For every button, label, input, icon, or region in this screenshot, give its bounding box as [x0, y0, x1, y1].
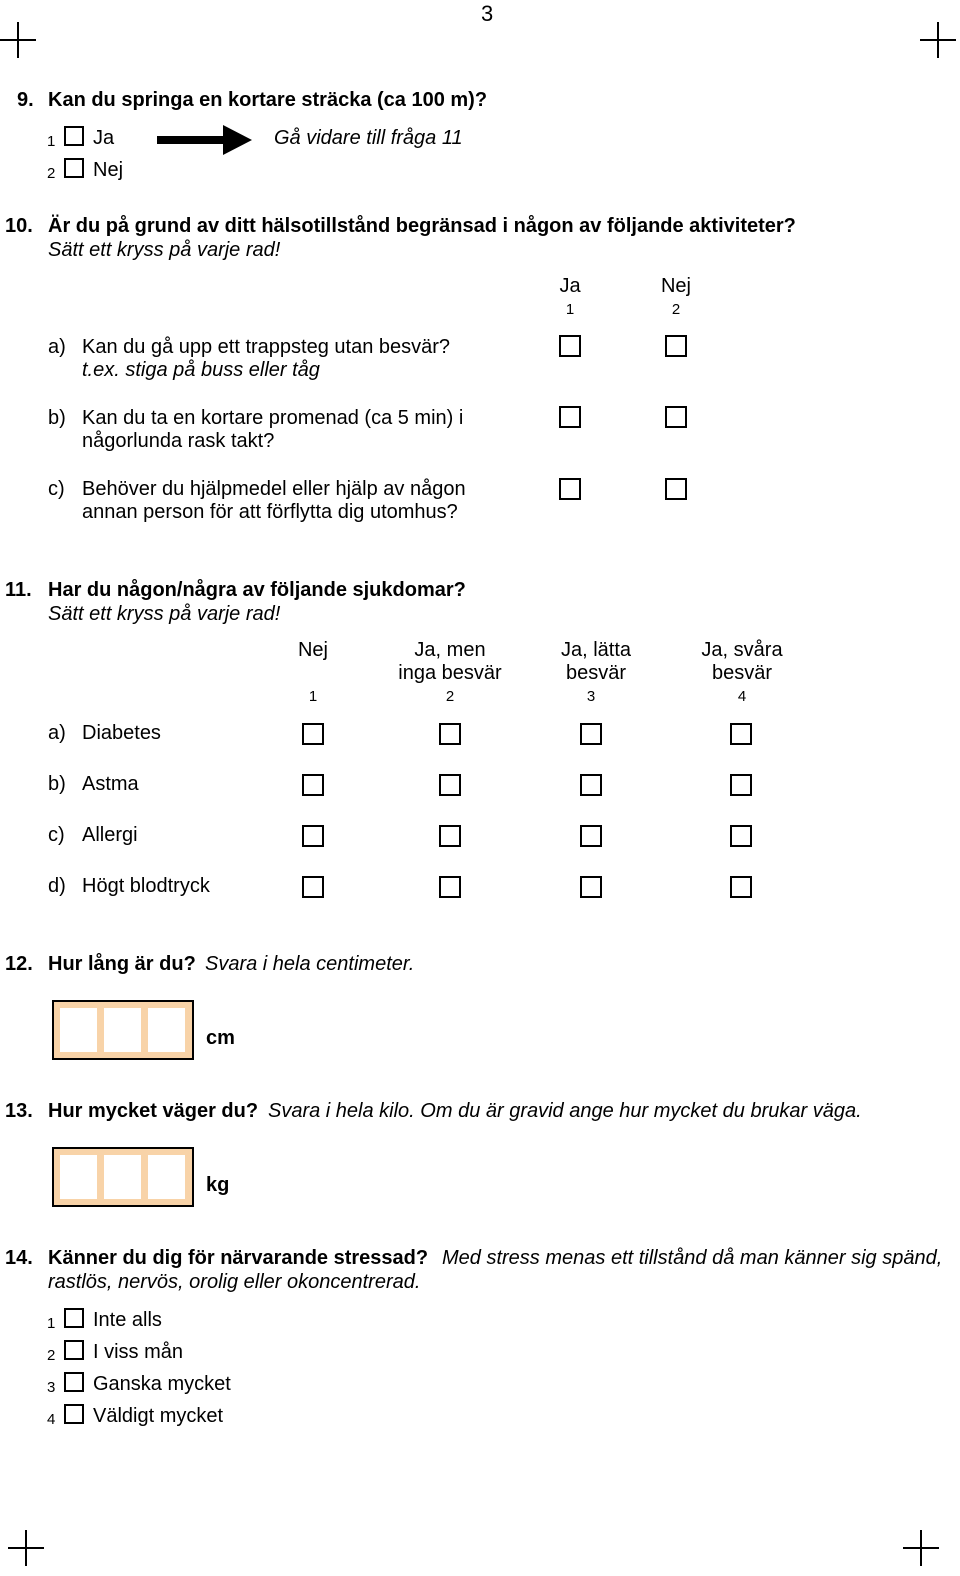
checkbox-diabetes-4[interactable] — [730, 723, 752, 745]
column-header: Nej — [297, 639, 328, 661]
column-header-line2: besvär — [565, 662, 627, 684]
question-number: 10. — [5, 215, 33, 237]
column-header-line2: besvär — [711, 662, 773, 684]
unit-label: cm — [206, 1027, 235, 1049]
question-text: Har du någon/några av följande sjukdomar? — [48, 579, 466, 601]
row-letter: a) — [48, 722, 66, 744]
unit-label: kg — [206, 1174, 230, 1196]
option-label: Ganska mycket — [93, 1373, 231, 1395]
registration-mark-top-right — [920, 22, 956, 58]
column-header: Ja, svåra — [701, 639, 783, 661]
checkbox-allergi-2[interactable] — [439, 825, 461, 847]
checkbox-i-viss-man[interactable] — [64, 1340, 84, 1360]
option-label: Ja — [93, 127, 115, 149]
question-text: Känner du dig för närvarande stressad? — [48, 1247, 429, 1269]
column-code: 1 — [565, 301, 575, 318]
checkbox-ganska-mycket[interactable] — [64, 1372, 84, 1392]
registration-mark-bottom-left — [8, 1530, 44, 1566]
checkbox-diabetes-2[interactable] — [439, 723, 461, 745]
option-code: 4 — [47, 1411, 56, 1428]
column-header-ja: Ja — [559, 275, 581, 297]
checkbox-diabetes-1[interactable] — [302, 723, 324, 745]
question-number: 11. — [5, 579, 32, 601]
weight-digit-1[interactable] — [60, 1155, 97, 1199]
checkbox-row-b-ja[interactable] — [559, 406, 581, 428]
option-label: Väldigt mycket — [93, 1405, 224, 1427]
row-label: Kan du ta en kortare promenad (ca 5 min) i — [82, 407, 464, 429]
question-instruction: Svara i hela kilo. Om du är gravid ange hur mycket du brukar väga. — [268, 1100, 862, 1122]
question-text: Hur mycket väger du? — [48, 1100, 259, 1122]
checkbox-blodtryck-4[interactable] — [730, 876, 752, 898]
column-header-nej: Nej — [660, 275, 691, 297]
option-code: 3 — [47, 1379, 56, 1396]
checkbox-allergi-4[interactable] — [730, 825, 752, 847]
weight-digit-2[interactable] — [104, 1155, 141, 1199]
column-code: 1 — [308, 688, 318, 705]
question-text: Är du på grund av ditt hälsotillstånd begränsad i någon av följande aktiviteter? — [48, 215, 796, 237]
question-number: 9. — [17, 89, 34, 111]
height-digit-1[interactable] — [60, 1008, 97, 1052]
column-code: 2 — [445, 688, 455, 705]
checkbox-blodtryck-2[interactable] — [439, 876, 461, 898]
question-number: 13. — [5, 1100, 33, 1122]
option-code: 1 — [47, 133, 56, 150]
checkbox-astma-2[interactable] — [439, 774, 461, 796]
checkbox-astma-4[interactable] — [730, 774, 752, 796]
arrow-right-icon — [157, 125, 252, 155]
checkbox-blodtryck-3[interactable] — [580, 876, 602, 898]
checkbox-row-a-ja[interactable] — [559, 335, 581, 357]
weight-entry-box — [52, 1147, 194, 1207]
checkbox-row-c-ja[interactable] — [559, 478, 581, 500]
column-header: Ja, men — [414, 639, 486, 661]
row-label: Behöver du hjälpmedel eller hjälp av någon — [82, 478, 466, 500]
checkbox-inte-alls[interactable] — [64, 1308, 84, 1328]
checkbox-diabetes-3[interactable] — [580, 723, 602, 745]
height-digit-3[interactable] — [148, 1008, 185, 1052]
checkbox-astma-1[interactable] — [302, 774, 324, 796]
option-label: I viss mån — [93, 1341, 184, 1363]
height-digit-2[interactable] — [104, 1008, 141, 1052]
checkbox-valdigt-mycket[interactable] — [64, 1404, 84, 1424]
checkbox-ja[interactable] — [64, 126, 84, 146]
question-text: Kan du springa en kortare sträcka (ca 100 m)? — [48, 89, 488, 111]
option-label: Nej — [93, 159, 124, 181]
column-header-line2: inga besvär — [398, 662, 502, 684]
checkbox-nej[interactable] — [64, 158, 84, 178]
row-letter: c) — [48, 824, 65, 846]
row-letter: b) — [48, 407, 66, 429]
registration-mark-bottom-right — [903, 1530, 939, 1566]
registration-mark-top-left — [0, 22, 36, 58]
checkbox-astma-3[interactable] — [580, 774, 602, 796]
row-label: Diabetes — [82, 722, 161, 744]
row-label: Allergi — [82, 824, 138, 846]
skip-instruction: Gå vidare till fråga 11 — [274, 127, 463, 149]
weight-digit-3[interactable] — [148, 1155, 185, 1199]
row-letter: a) — [48, 336, 66, 358]
question-number: 14. — [5, 1247, 33, 1269]
row-label: Kan du gå upp ett trappsteg utan besvär? — [82, 336, 451, 358]
column-code: 2 — [671, 301, 681, 318]
column-code: 4 — [737, 688, 747, 705]
row-example: t.ex. stiga på buss eller tåg — [82, 359, 320, 381]
height-entry-box — [52, 1000, 194, 1060]
checkbox-row-a-nej[interactable] — [665, 335, 687, 357]
row-label: Högt blodtryck — [82, 875, 210, 897]
row-letter: d) — [48, 875, 66, 897]
option-code: 2 — [47, 1347, 56, 1364]
column-header: Ja, lätta — [560, 639, 632, 661]
page-number: 3 — [481, 1, 494, 26]
question-text: Hur lång är du? — [48, 953, 196, 975]
question-instruction: Sätt ett kryss på varje rad! — [48, 603, 281, 625]
option-code: 2 — [47, 165, 56, 182]
row-letter: b) — [48, 773, 66, 795]
question-number: 12. — [5, 953, 33, 975]
row-label-continued: annan person för att förflytta dig utomhus? — [82, 501, 458, 523]
checkbox-row-c-nej[interactable] — [665, 478, 687, 500]
question-instruction: Sätt ett kryss på varje rad! — [48, 239, 281, 261]
question-instruction: Svara i hela centimeter. — [205, 953, 415, 975]
row-label-continued: någorlunda rask takt? — [82, 430, 275, 452]
checkbox-allergi-3[interactable] — [580, 825, 602, 847]
option-code: 1 — [47, 1315, 56, 1332]
column-code: 3 — [586, 688, 596, 705]
row-letter: c) — [48, 478, 65, 500]
question-instruction-continued: rastlös, nervös, orolig eller okoncentrerad. — [48, 1271, 421, 1293]
checkbox-blodtryck-1[interactable] — [302, 876, 324, 898]
question-instruction: Med stress menas ett tillstånd då man känner sig spänd, — [442, 1247, 943, 1269]
checkbox-allergi-1[interactable] — [302, 825, 324, 847]
checkbox-row-b-nej[interactable] — [665, 406, 687, 428]
row-label: Astma — [82, 773, 139, 795]
option-label: Inte alls — [93, 1309, 162, 1331]
